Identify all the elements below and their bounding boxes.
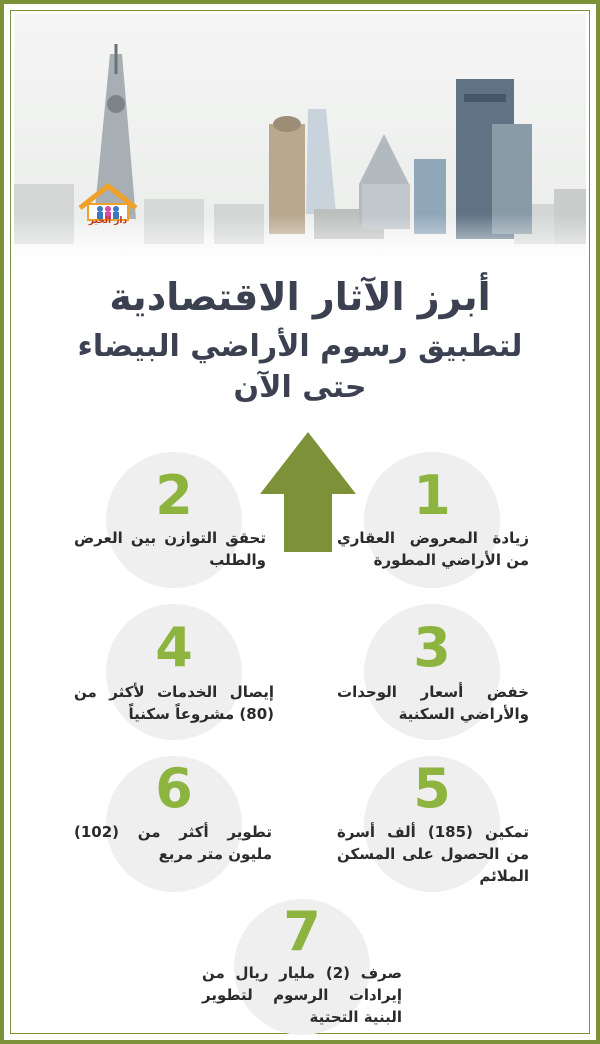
page-subtitle-2: حتى الآن: [233, 370, 367, 405]
page-title: أبرز الآثار الاقتصادية: [109, 275, 491, 319]
item-5-number: 5: [413, 757, 451, 820]
item-2-number: 2: [155, 464, 193, 527]
logo-text: دار الخير: [88, 216, 128, 226]
house-logo-icon: [74, 182, 142, 236]
item-7-number: 7: [283, 900, 321, 963]
item-3-number: 3: [413, 616, 451, 679]
item-1-number: 1: [413, 464, 451, 527]
item-4-text: إيصال الخدمات لأكثر من (80) مشروعاً سكنياً: [74, 683, 274, 723]
item-2-text: تحقق التوازن بين العرض والطلب: [74, 529, 266, 569]
item-5-text: تمكين (185) ألف أسرة من الحصول على المسكن الملائم: [337, 823, 529, 885]
item-6-text: تطوير أكثر من (102) مليون متر مربع: [74, 823, 272, 863]
item-1-text: زيادة المعروض العقاري من الأراضي المطورة: [337, 529, 529, 569]
title-block: [24, 274, 576, 408]
item-7-text: صرف (2) مليار ريال من إيرادات الرسوم لتطوير البنية التحتية: [202, 964, 403, 1026]
item-4-number: 4: [155, 616, 193, 679]
page-subtitle: لتطبيق رسوم الأراضي البيضاء: [77, 329, 523, 364]
item-6-number: 6: [155, 757, 193, 820]
item-3-text: خفض أسعار الوحدات والأراضي السكنية: [337, 683, 529, 723]
